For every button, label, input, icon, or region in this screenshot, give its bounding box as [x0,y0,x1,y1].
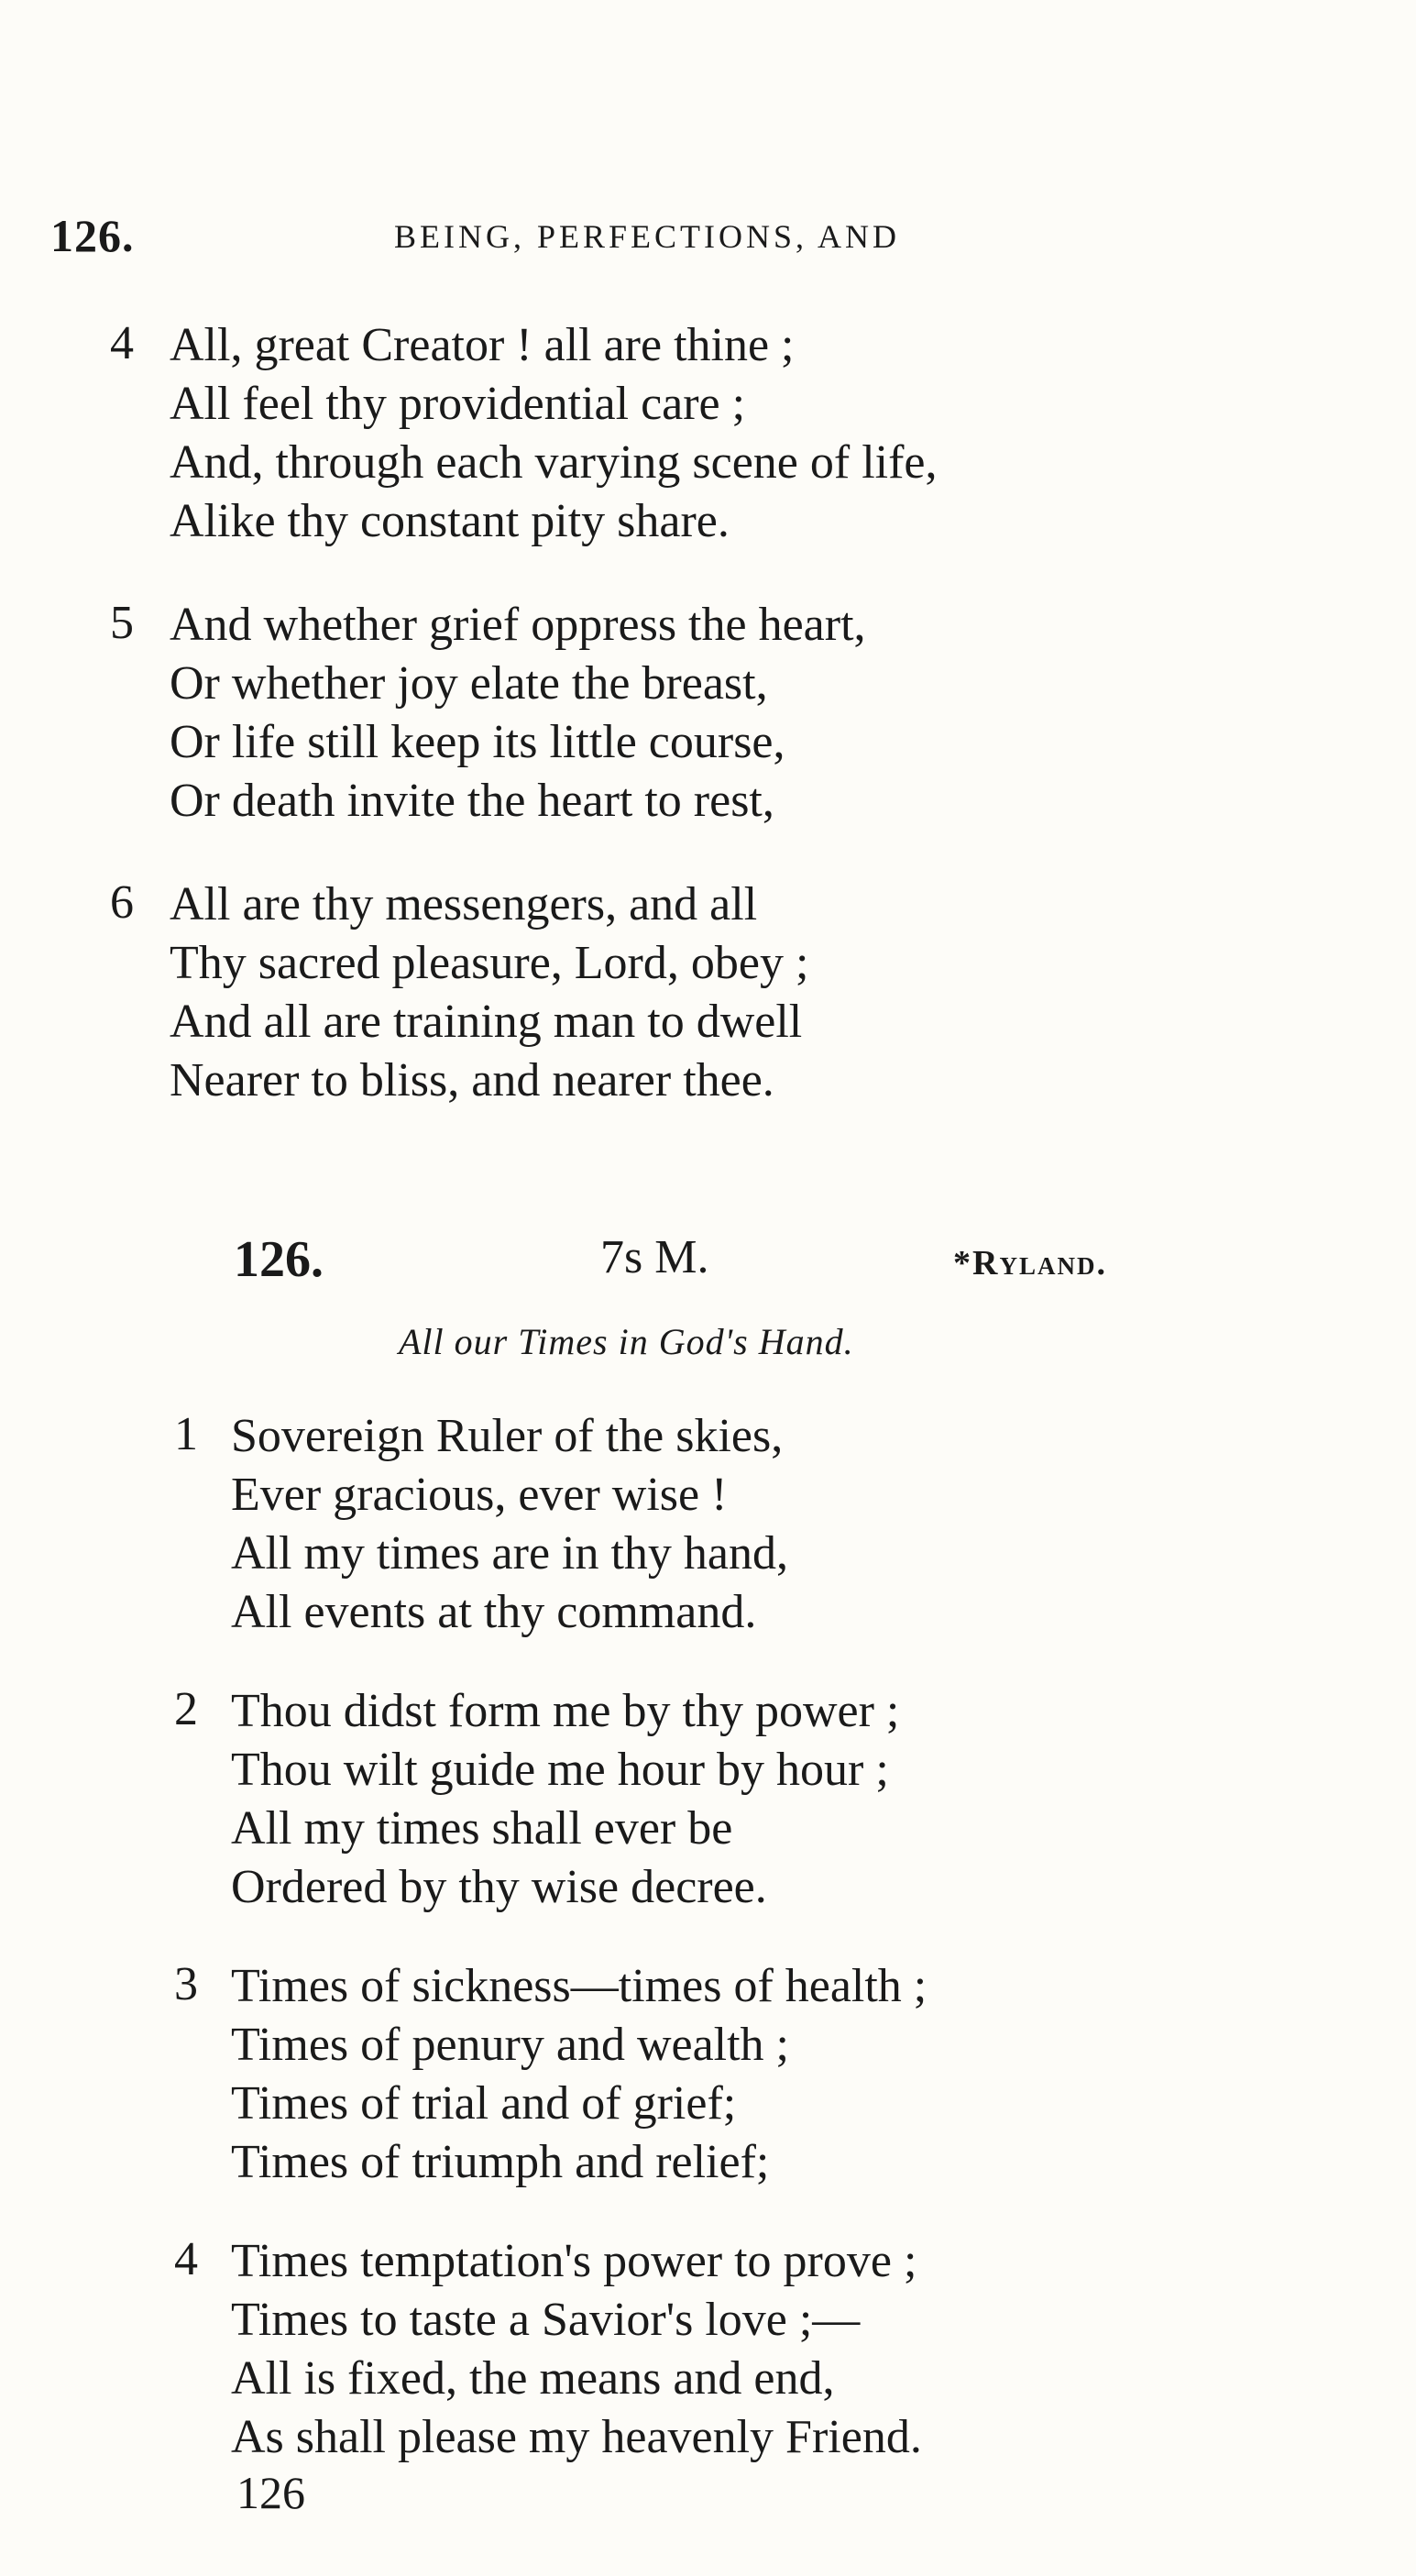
verse-line: Times of triumph and relief; [231,2136,770,2188]
verse-line: Thou wilt guide me hour by hour ; [231,1744,889,1796]
verse-line: Alike thy constant pity share. [170,495,730,547]
verse-line: Times of penury and wealth ; [231,2019,789,2071]
stanza-3 [174,1957,927,2192]
verse-line: Nearer to bliss, and nearer thee. [170,1054,774,1106]
stanza-prev-6 [110,875,808,1110]
stanza-number: 2 [174,1683,198,1735]
stanza-1 [174,1407,788,1642]
verse-line: Times of sickness—times of health ; [231,1960,928,2012]
verse-line: Thy sacred pleasure, Lord, obey ; [170,937,809,989]
stanza-number: 5 [110,597,134,649]
verse-line: All is fixed, the means and end, [231,2352,835,2405]
hymn-subtitle: All our Times in God's Hand. [399,1321,854,1362]
verse-line: And, through each varying scene of life, [170,436,938,489]
stanza-prev-4 [110,316,937,551]
verse-line: And whether grief oppress the heart, [170,599,866,651]
stanza-2 [174,1682,899,1917]
hymn-tune: *Ryland. [953,1244,1107,1282]
running-head: BEING, PERFECTIONS, AND [394,218,901,255]
verse-line: Ever gracious, ever wise ! [231,1469,728,1521]
verse-line: Sovereign Ruler of the skies, [231,1410,784,1462]
verse-line: All, great Creator ! all are thine ; [170,319,795,371]
verse-line: All my times shall ever be [231,1802,733,1855]
stanza-4 [174,2232,922,2467]
stanza-number: 3 [174,1958,198,2010]
verse-line: Times temptation's power to prove ; [231,2235,917,2287]
verse-line: As shall please my heavenly Friend. [231,2411,922,2463]
verse-line: Times to taste a Savior's love ;— [231,2294,861,2346]
verse-line: Or life still keep its little course, [170,716,785,768]
verse-line: Or whether joy elate the breast, [170,657,768,710]
verse-line: All my times are in thy hand, [231,1527,789,1580]
verse-line: All events at thy command. [231,1586,757,1638]
stanza-number: 4 [174,2233,198,2285]
verse-line: Times of trial and of grief; [231,2077,737,2130]
verse-line: Thou didst form me by thy power ; [231,1685,900,1737]
page-number: 126. [50,210,135,261]
verse-line: All are thy messengers, and all [170,878,758,930]
verse-line: And all are training man to dwell [170,996,803,1048]
hymn-header [0,1230,1416,1294]
stanza-prev-5 [110,596,866,831]
stanza-number: 6 [110,876,134,929]
verse-line: Or death invite the heart to rest, [170,775,774,827]
hymn-number: 126. [234,1231,324,1288]
stanza-number: 4 [110,317,134,369]
hymn-meter: 7s M. [600,1231,709,1283]
signature-number: 126 [236,2467,305,2518]
stanza-number: 1 [174,1408,198,1460]
verse-line: Ordered by thy wise decree. [231,1861,767,1913]
verse-line: All feel thy providential care ; [170,378,746,430]
